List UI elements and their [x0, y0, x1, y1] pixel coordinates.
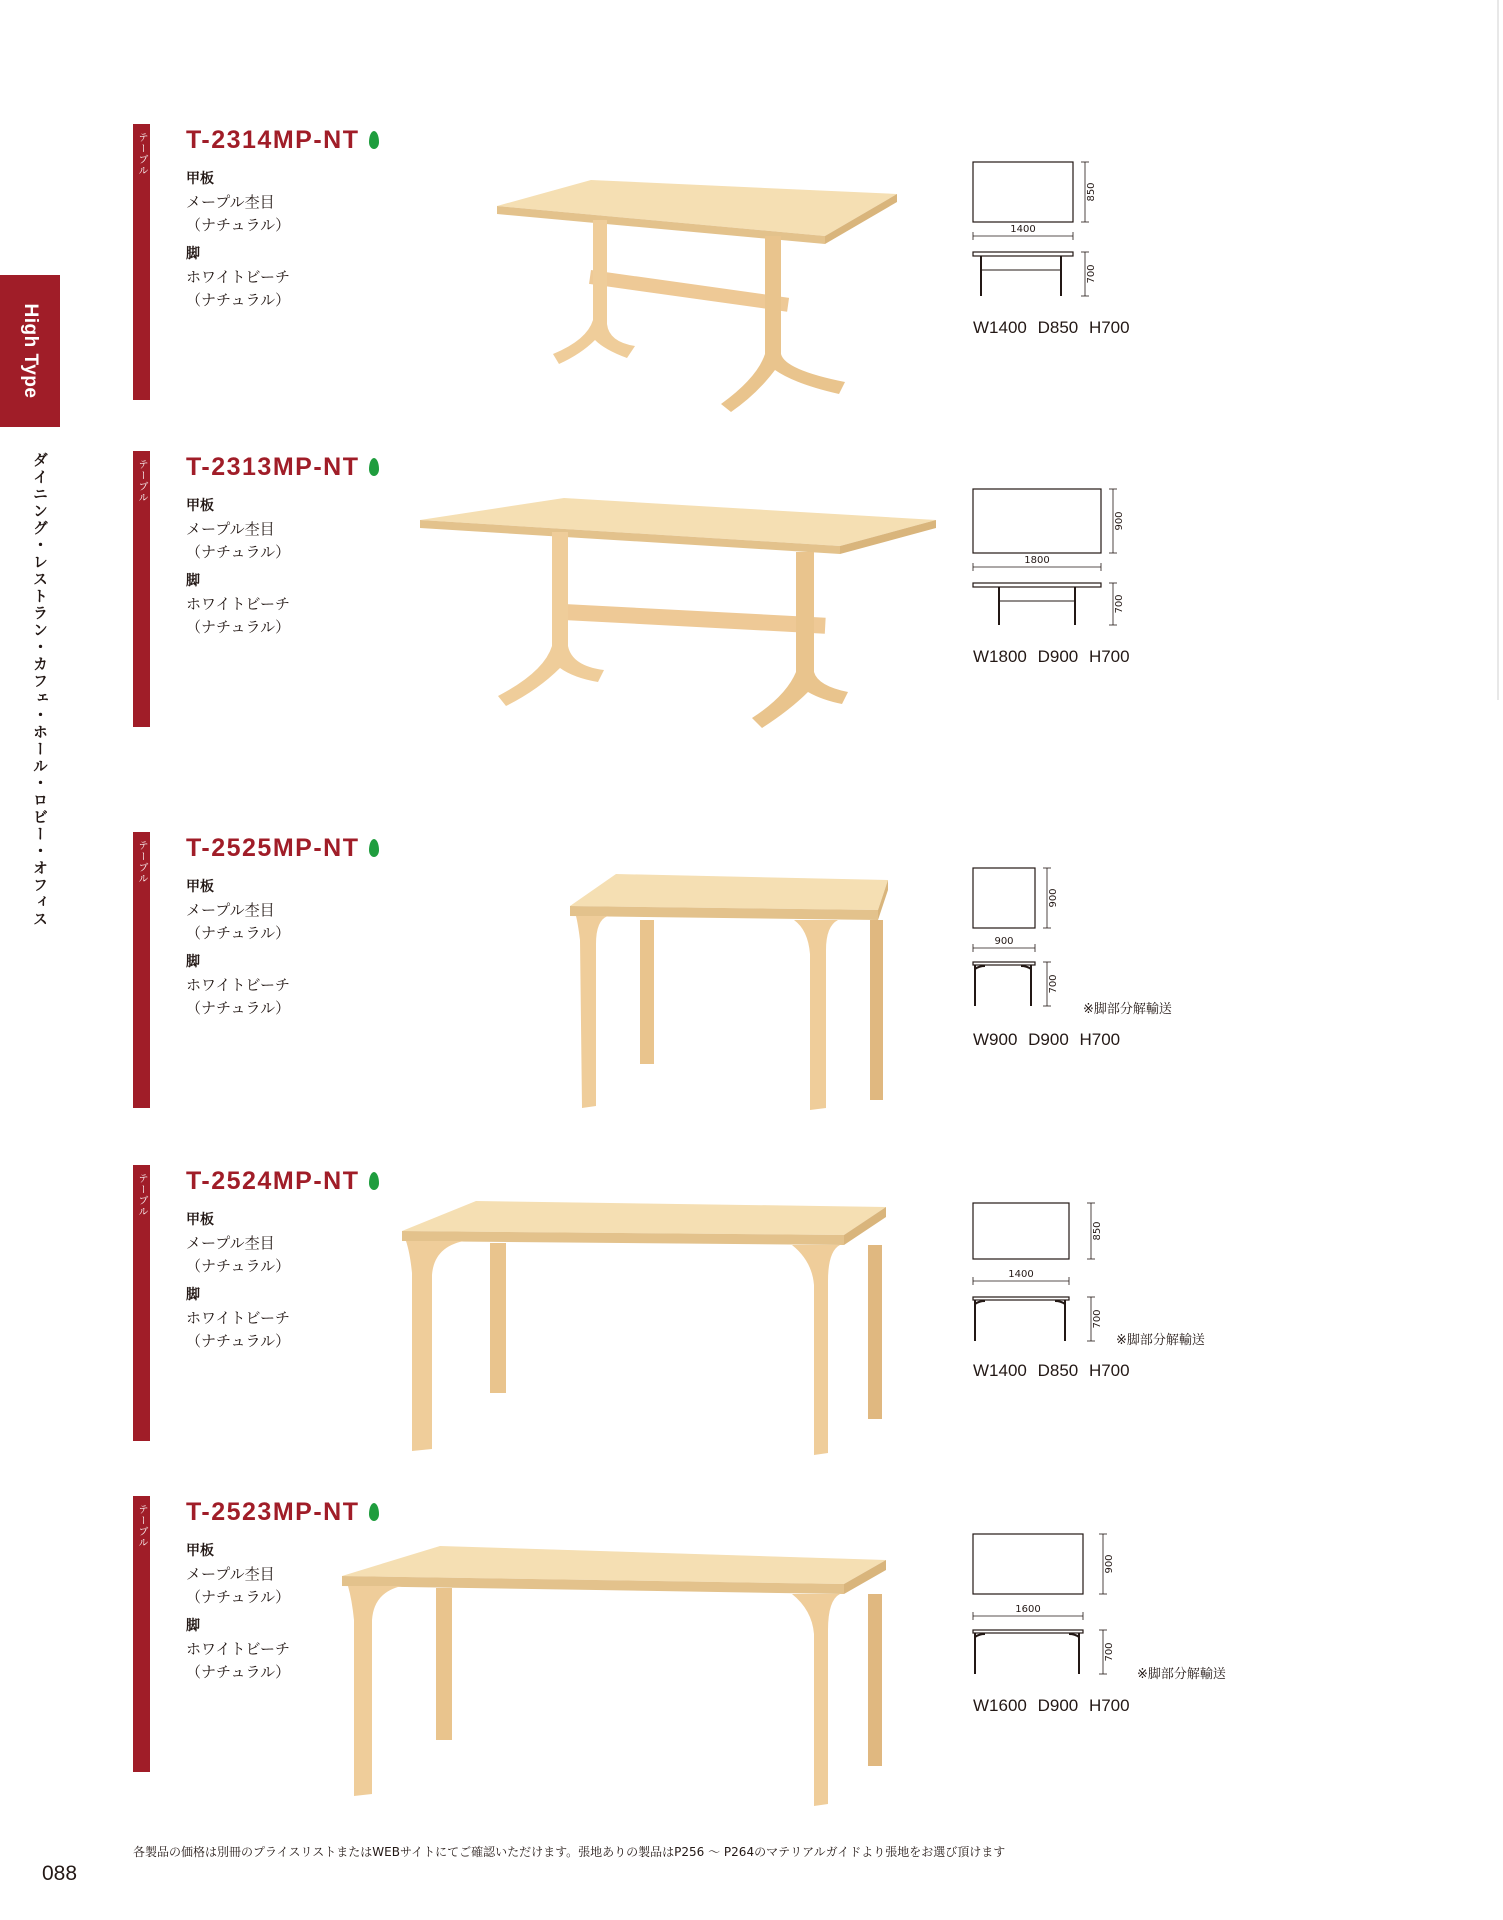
spec-leg-label: 脚 [186, 573, 200, 589]
spec-leg-finish: （ナチュラル） [186, 618, 291, 636]
spec-top-finish: （ナチュラル） [186, 1588, 291, 1606]
page-edge-line [1497, 0, 1499, 700]
spec-list [186, 1540, 290, 1684]
category-bar [133, 832, 150, 1108]
category-bar [133, 1496, 150, 1772]
width-label: 900 [994, 936, 1014, 947]
spec-top-material: メープル杢目 [186, 193, 275, 211]
spec-leg-material: ホワイトビーチ [186, 976, 290, 994]
category-label: テーブル [136, 840, 147, 884]
height-label: 700 [1114, 594, 1125, 614]
spec-list [186, 168, 290, 312]
spec-leg-label: 脚 [186, 246, 200, 262]
spec-leg-material: ホワイトビーチ [186, 268, 290, 286]
spec-top-finish: （ナチュラル） [186, 543, 291, 561]
dimensions-text: W900 D900 H700 [973, 1030, 1121, 1049]
spec-top-label: 甲板 [186, 171, 214, 187]
width-label: 1400 [1008, 1269, 1034, 1280]
category-label: テーブル [136, 1504, 147, 1548]
spec-leg-finish: （ナチュラル） [186, 999, 291, 1017]
category-bar [133, 451, 150, 727]
spec-list [186, 495, 290, 639]
dimensions-text: W1600 D900 H700 [973, 1696, 1130, 1715]
spec-top-finish: （ナチュラル） [186, 216, 291, 234]
dimension-drawing [971, 487, 1131, 641]
dimensions-text: W1400 D850 H700 [973, 1361, 1130, 1380]
spec-top-material: メープル杢目 [186, 1565, 275, 1583]
width-label: 1800 [1024, 555, 1050, 566]
spec-top-finish: （ナチュラル） [186, 924, 291, 942]
product-code: T-2314MP-NT [186, 125, 360, 154]
spec-top-material: メープル杢目 [186, 520, 275, 538]
table-photo [495, 174, 905, 414]
spec-top-label: 甲板 [186, 879, 214, 895]
category-label: テーブル [136, 132, 147, 176]
dimension-drawing [971, 160, 1111, 314]
page-number: 088 [42, 1862, 78, 1885]
category-label: テーブル [136, 459, 147, 503]
spec-leg-material: ホワイトビーチ [186, 1309, 290, 1327]
depth-label: 850 [1086, 182, 1097, 202]
product-title [186, 832, 379, 864]
spec-leg-label: 脚 [186, 954, 200, 970]
height-label: 700 [1092, 1309, 1103, 1329]
width-label: 1600 [1015, 1604, 1041, 1615]
product-title [186, 1496, 379, 1528]
leaf-icon [369, 839, 379, 857]
spec-leg-label: 脚 [186, 1618, 200, 1634]
product-title [186, 451, 379, 483]
disassembly-note: ※脚部分解輸送 [1137, 1667, 1226, 1682]
spec-top-material: メープル杢目 [186, 901, 275, 919]
leaf-icon [369, 458, 379, 476]
spec-leg-finish: （ナチュラル） [186, 1663, 291, 1681]
leaf-icon [369, 1172, 379, 1190]
depth-label: 850 [1092, 1221, 1103, 1241]
dimension-drawing [971, 1201, 1111, 1355]
spec-top-material: メープル杢目 [186, 1234, 275, 1252]
dimensions-text: W1800 D900 H700 [973, 647, 1130, 666]
spec-top-label: 甲板 [186, 1543, 214, 1559]
dimension-drawing [971, 866, 1071, 1020]
table-photo [570, 874, 888, 1110]
spec-top-label: 甲板 [186, 1212, 214, 1228]
spec-leg-material: ホワイトビーチ [186, 595, 290, 613]
spec-list [186, 1209, 290, 1353]
leaf-icon [369, 131, 379, 149]
product-title [186, 1165, 379, 1197]
product-code: T-2525MP-NT [186, 833, 360, 862]
spec-leg-finish: （ナチュラル） [186, 291, 291, 309]
depth-label: 900 [1114, 511, 1125, 531]
height-label: 700 [1048, 974, 1059, 994]
side-tab-high-type [0, 275, 60, 427]
table-photo [400, 1199, 890, 1457]
spec-leg-finish: （ナチュラル） [186, 1332, 291, 1350]
product-code: T-2523MP-NT [186, 1497, 360, 1526]
height-label: 700 [1104, 1642, 1115, 1662]
category-label: テーブル [136, 1173, 147, 1217]
table-photo [418, 496, 938, 731]
dimensions-text: W1400 D850 H700 [973, 318, 1130, 337]
category-bar [133, 1165, 150, 1441]
leaf-icon [369, 1503, 379, 1521]
disassembly-note: ※脚部分解輸送 [1116, 1333, 1205, 1348]
spec-leg-material: ホワイトビーチ [186, 1640, 290, 1658]
height-label: 700 [1086, 264, 1097, 284]
spec-top-label: 甲板 [186, 498, 214, 514]
product-code: T-2313MP-NT [186, 452, 360, 481]
side-category-label: ダイニング・レストラン・カフェ・ホール・ロビー・オフィス [31, 452, 49, 928]
depth-label: 900 [1104, 1554, 1115, 1574]
product-code: T-2524MP-NT [186, 1166, 360, 1195]
width-label: 1400 [1010, 224, 1036, 235]
dimension-drawing [971, 1532, 1131, 1686]
table-photo [340, 1544, 890, 1808]
spec-list [186, 876, 290, 1020]
depth-label: 900 [1048, 888, 1059, 908]
spec-top-finish: （ナチュラル） [186, 1257, 291, 1275]
disassembly-note: ※脚部分解輸送 [1083, 1002, 1172, 1017]
category-bar [133, 124, 150, 400]
footer-price-note: 各製品の価格は別冊のプライスリストまたはWEBサイトにてご確認いただけます。張地ありの製品はP256 〜 P264のマテリアルガイドより張地をお選び頂けます [133, 1845, 1006, 1859]
spec-leg-label: 脚 [186, 1287, 200, 1303]
product-title [186, 124, 379, 156]
side-tab-label: High Type [20, 303, 41, 399]
